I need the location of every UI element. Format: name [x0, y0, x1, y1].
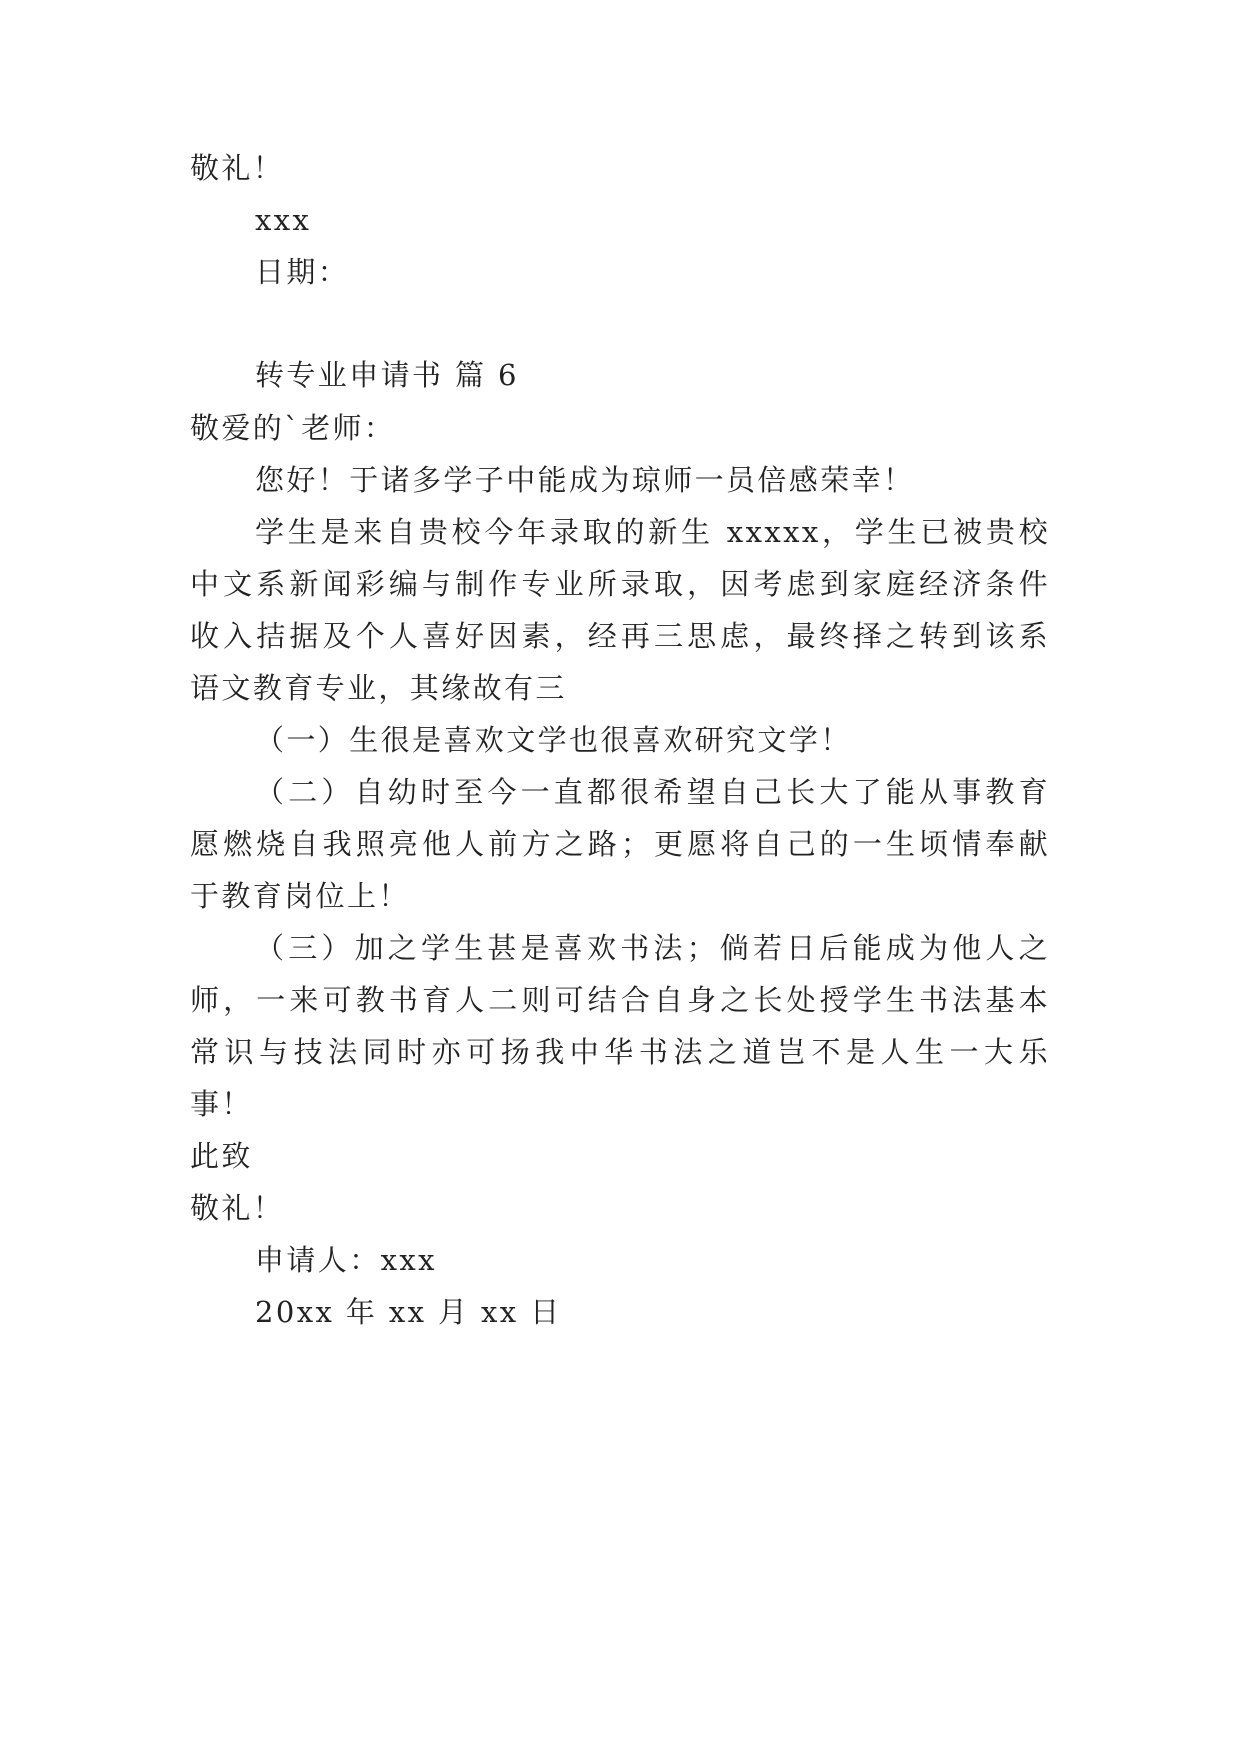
reason-three-line: 师，一来可教书育人二则可结合自身之长处授学生书法基本 [190, 983, 1050, 1017]
intro-line: 语文教育专业，其缘故有三 [190, 671, 567, 705]
reason-three-line: 常识与技法同时亦可扬我中华书法之道岂不是人生一大乐 [190, 1035, 1050, 1069]
salutation: 敬爱的`老师： [190, 411, 396, 445]
previous-date-label: 日期： [255, 255, 350, 289]
intro-line: 学生是来自贵校今年录取的新生 xxxxx，学生已被贵校 [255, 515, 1050, 549]
previous-signer: xxx [255, 203, 312, 237]
intro-line: 收入拮据及个人喜好因素，经再三思虑，最终择之转到该系 [190, 619, 1050, 653]
reason-two-line: 愿燃烧自我照亮他人前方之路；更愿将自己的一生顷情奉献 [190, 827, 1050, 861]
application-date: 20xx 年 xx 月 xx 日 [255, 1295, 562, 1329]
applicant-name: 申请人：xxx [255, 1243, 437, 1277]
closing-ci-zhi: 此致 [190, 1139, 253, 1173]
reason-three-line: 事！ [190, 1087, 253, 1121]
greeting: 您好！于诸多学子中能成为琼师一员倍感荣幸！ [255, 463, 915, 497]
reason-two-line: 于教育岗位上！ [190, 879, 410, 913]
previous-closing: 敬礼！ [190, 151, 285, 185]
reason-one: （一）生很是喜欢文学也很喜欢研究文学！ [255, 723, 852, 757]
reason-three-line: （三）加之学生甚是喜欢书法；倘若日后能成为他人之 [255, 931, 1050, 965]
reason-two-line: （二）自幼时至今一直都很希望自己长大了能从事教育 [255, 775, 1050, 809]
letter-title: 转专业申请书 篇 6 [255, 358, 519, 392]
intro-line: 中文系新闻彩编与制作专业所录取，因考虑到家庭经济条件 [190, 567, 1050, 601]
closing-jing-li: 敬礼！ [190, 1191, 285, 1225]
